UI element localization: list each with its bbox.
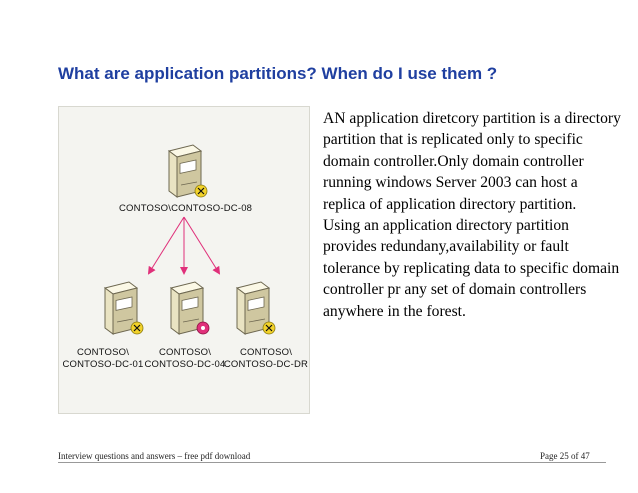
footer-source: Interview questions and answers – free pdf download	[58, 451, 251, 461]
server-2-label-line1: CONTOSO\	[158, 347, 212, 358]
server-3-label-line1: CONTOSO\	[239, 347, 293, 358]
footer-page-number: Page 25 of 47	[540, 451, 590, 461]
replication-arrow-3	[184, 217, 219, 273]
server-tower-icon	[171, 282, 209, 334]
replication-arrow-1	[149, 217, 184, 273]
server-2-label-line2: CONTOSO-DC-04	[144, 359, 226, 370]
answer-text	[323, 108, 623, 322]
answer-paragraph-1: AN application diretcory partition is a directory partition that is replicated only to specific domain controller.Only domain controller running windows Server 2003 can host a replica of application directory partition.	[323, 110, 621, 213]
top-server-label: CONTOSO\CONTOSO-DC-08	[119, 203, 253, 214]
server-1-label	[61, 347, 145, 371]
server-tower-icon	[237, 282, 275, 334]
server-1-label-line1: CONTOSO\	[76, 347, 130, 358]
replication-diagram	[58, 106, 310, 414]
page-title: What are application partitions? When do I use them ?	[58, 64, 498, 83]
server-3-label	[223, 347, 309, 371]
server-2-label	[143, 347, 227, 371]
server-3-label-line2: CONTOSO-DC-DR	[223, 359, 309, 370]
server-tower-icon	[169, 145, 207, 197]
answer-paragraph-2: Using an application directory partition provides redundany,availability or fault tolerance by replicating data to specific domain controller pr any set of domain controllers anywhere in the forest.	[323, 217, 620, 320]
server-1-label-line2: CONTOSO-DC-01	[62, 359, 144, 370]
server-tower-icon	[105, 282, 143, 334]
footer-divider	[58, 462, 606, 463]
